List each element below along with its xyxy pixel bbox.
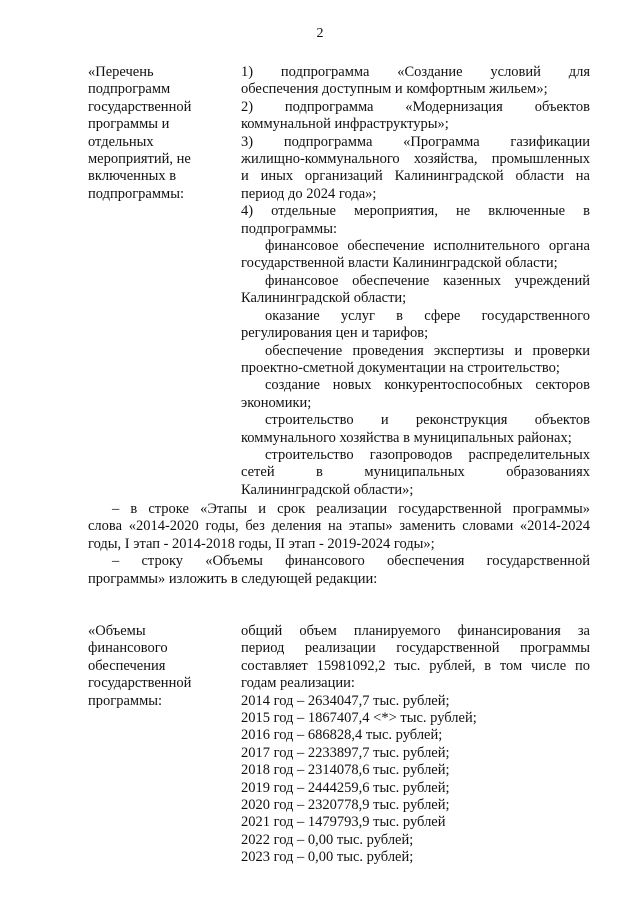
content-line: государственной власти Калининградской области; xyxy=(241,255,558,272)
content-line: 2015 год – 1867407,4 <*> тыс. рублей; xyxy=(241,710,477,727)
content-line: 2021 год – 1479793,9 тыс. рублей xyxy=(241,814,446,831)
content-line: экономики; xyxy=(241,394,312,411)
section2-label xyxy=(88,623,218,710)
content-line: 2017 год – 2233897,7 тыс. рублей; xyxy=(241,744,450,761)
content-line: строительство и реконструкция объектов xyxy=(265,412,590,429)
label-line: включенных в xyxy=(88,168,177,185)
content-line: коммунального хозяйства в муниципальных районах; xyxy=(241,429,572,446)
changes-text xyxy=(88,501,590,588)
label-line: финансового xyxy=(88,640,168,657)
label-line: подпрограмм xyxy=(88,81,171,98)
content-line: 3) подпрограмма «Программа газификации xyxy=(241,133,590,150)
content-line: 4) отдельные мероприятия, не включенные в xyxy=(241,203,590,220)
label-line: государственной xyxy=(88,98,192,115)
content-line: 2014 год – 2634047,7 тыс. рублей; xyxy=(241,692,450,709)
label-line: программы: xyxy=(88,692,163,709)
content-line: 2020 год – 2320778,9 тыс. рублей; xyxy=(241,797,450,814)
content-line: обеспечения доступным и комфортным жильем»; xyxy=(241,81,548,98)
paragraph-line: слова «2014-2020 годы, без деления на этапы» заменить словами «2014-2024 xyxy=(88,518,590,535)
content-line: регулирования цен и тарифов; xyxy=(241,325,429,342)
page-number: 2 xyxy=(316,26,324,41)
label-line: подпрограммы: xyxy=(88,185,184,202)
section1-content xyxy=(241,64,590,499)
content-line: годам реализации: xyxy=(241,675,355,692)
content-line: Калининградской области»; xyxy=(241,481,414,498)
content-line: 2) подпрограмма «Модернизация объектов xyxy=(241,98,590,115)
label-line: программы и xyxy=(88,116,170,133)
content-line: коммунальной инфраструктуры»; xyxy=(241,116,449,133)
content-line: период до 2024 года»; xyxy=(241,185,377,202)
content-line: Калининградской области; xyxy=(241,290,407,307)
content-line: строительство газопроводов распределительных xyxy=(265,446,590,463)
content-line: общий объем планируемого финансирования за xyxy=(241,623,590,639)
section1-label xyxy=(88,64,218,203)
content-line: период реализации государственной программы xyxy=(241,640,590,657)
content-line: 2019 год – 2444259,6 тыс. рублей; xyxy=(241,779,450,796)
content-line: сетей в муниципальных образованиях xyxy=(241,464,590,481)
content-line: составляет 15981092,2 тыс. рублей, в том числе по xyxy=(241,657,590,674)
content-line: создание новых конкурентоспособных секторов xyxy=(265,377,590,394)
content-line: финансовое обеспечение казенных учреждений xyxy=(265,272,590,289)
label-line: отдельных xyxy=(88,133,154,150)
content-line: проектно-сметной документации на строительство; xyxy=(241,359,560,376)
label-line: обеспечения xyxy=(88,657,166,674)
label-line: мероприятий, не xyxy=(88,151,191,168)
content-line: 2018 год – 2314078,6 тыс. рублей; xyxy=(241,762,450,779)
content-line: подпрограммы: xyxy=(241,220,337,237)
section2-content xyxy=(241,623,590,867)
paragraph-line: программы» изложить в следующей редакции: xyxy=(88,570,378,587)
content-line: 2016 год – 686828,4 тыс. рублей; xyxy=(241,727,443,744)
label-line: государственной xyxy=(88,675,192,692)
label-line: «Объемы xyxy=(88,623,146,639)
content-line: финансовое обеспечение исполнительного органа xyxy=(265,238,590,255)
paragraph-line: – строку «Объемы финансового обеспечения государственной xyxy=(112,553,590,570)
content-line: и иных организаций Калининградской области на xyxy=(241,168,590,185)
content-line: обеспечение проведения экспертизы и проверки xyxy=(265,342,590,359)
paragraph-line: годы, I этап - 2014-2018 годы, II этап - 2019-2024 годы»; xyxy=(88,535,435,552)
content-line: оказание услуг в сфере государственного xyxy=(265,307,590,324)
paragraph-line: – в строке «Этапы и срок реализации государственной программы» xyxy=(112,501,590,517)
content-line: жилищно-коммунального хозяйства, промышленных xyxy=(241,151,590,168)
content-line: 1) подпрограмма «Создание условий для xyxy=(241,64,590,80)
label-line: «Перечень xyxy=(88,64,154,80)
content-line: 2023 год – 0,00 тыс. рублей; xyxy=(241,849,414,866)
content-line: 2022 год – 0,00 тыс. рублей; xyxy=(241,831,414,848)
